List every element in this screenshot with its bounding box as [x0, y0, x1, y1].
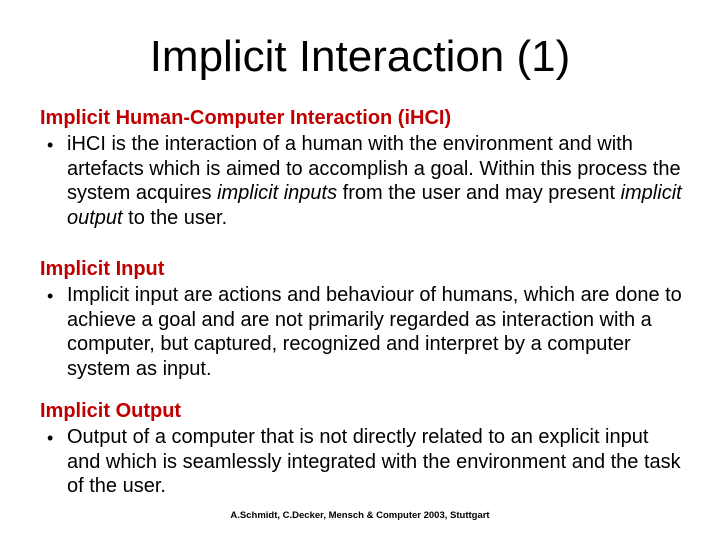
bullet-line: achieve a goal and are not primarily regarded as interaction with a	[67, 308, 652, 331]
bullet-item	[40, 425, 715, 499]
section	[40, 105, 715, 230]
section-heading: Implicit Human-Computer Interaction (iHCI)	[40, 107, 452, 129]
bullet-item	[40, 132, 715, 230]
section	[40, 256, 715, 381]
bullet-line: iHCI is the interaction of a human with the environment and with	[67, 133, 633, 155]
section	[40, 398, 715, 499]
page-title: Implicit Interaction (1)	[149, 32, 571, 81]
bullet-icon: •	[47, 135, 54, 155]
section-heading: Implicit Output	[40, 400, 182, 422]
bullet-icon: •	[47, 286, 54, 306]
bullet-line: of the user.	[67, 475, 166, 497]
bullet-icon: •	[47, 428, 54, 448]
footer-credit: A.Schmidt, C.Decker, Mensch & Computer 2003, Stuttgart	[230, 510, 490, 521]
bullet-line: system acquires implicit inputs from the user and may present implicit	[67, 182, 682, 204]
bullet-line: artefacts which is aimed to accomplish a goal. Within this process the	[67, 157, 681, 180]
bullet-line: output to the user.	[67, 206, 228, 229]
section-heading: Implicit Input	[40, 258, 165, 280]
bullet-item	[40, 283, 715, 381]
bullet-line: Output of a computer that is not directly related to an explicit input	[67, 426, 649, 448]
bullet-line: computer, but captured, recognized and interpret by a computer	[67, 333, 631, 355]
bullet-line: and which is seamlessly integrated with the environment and the task	[67, 450, 681, 473]
bullet-line: Implicit input are actions and behaviour of humans, which are done to	[67, 284, 682, 306]
bullet-line: system as input.	[67, 357, 212, 380]
